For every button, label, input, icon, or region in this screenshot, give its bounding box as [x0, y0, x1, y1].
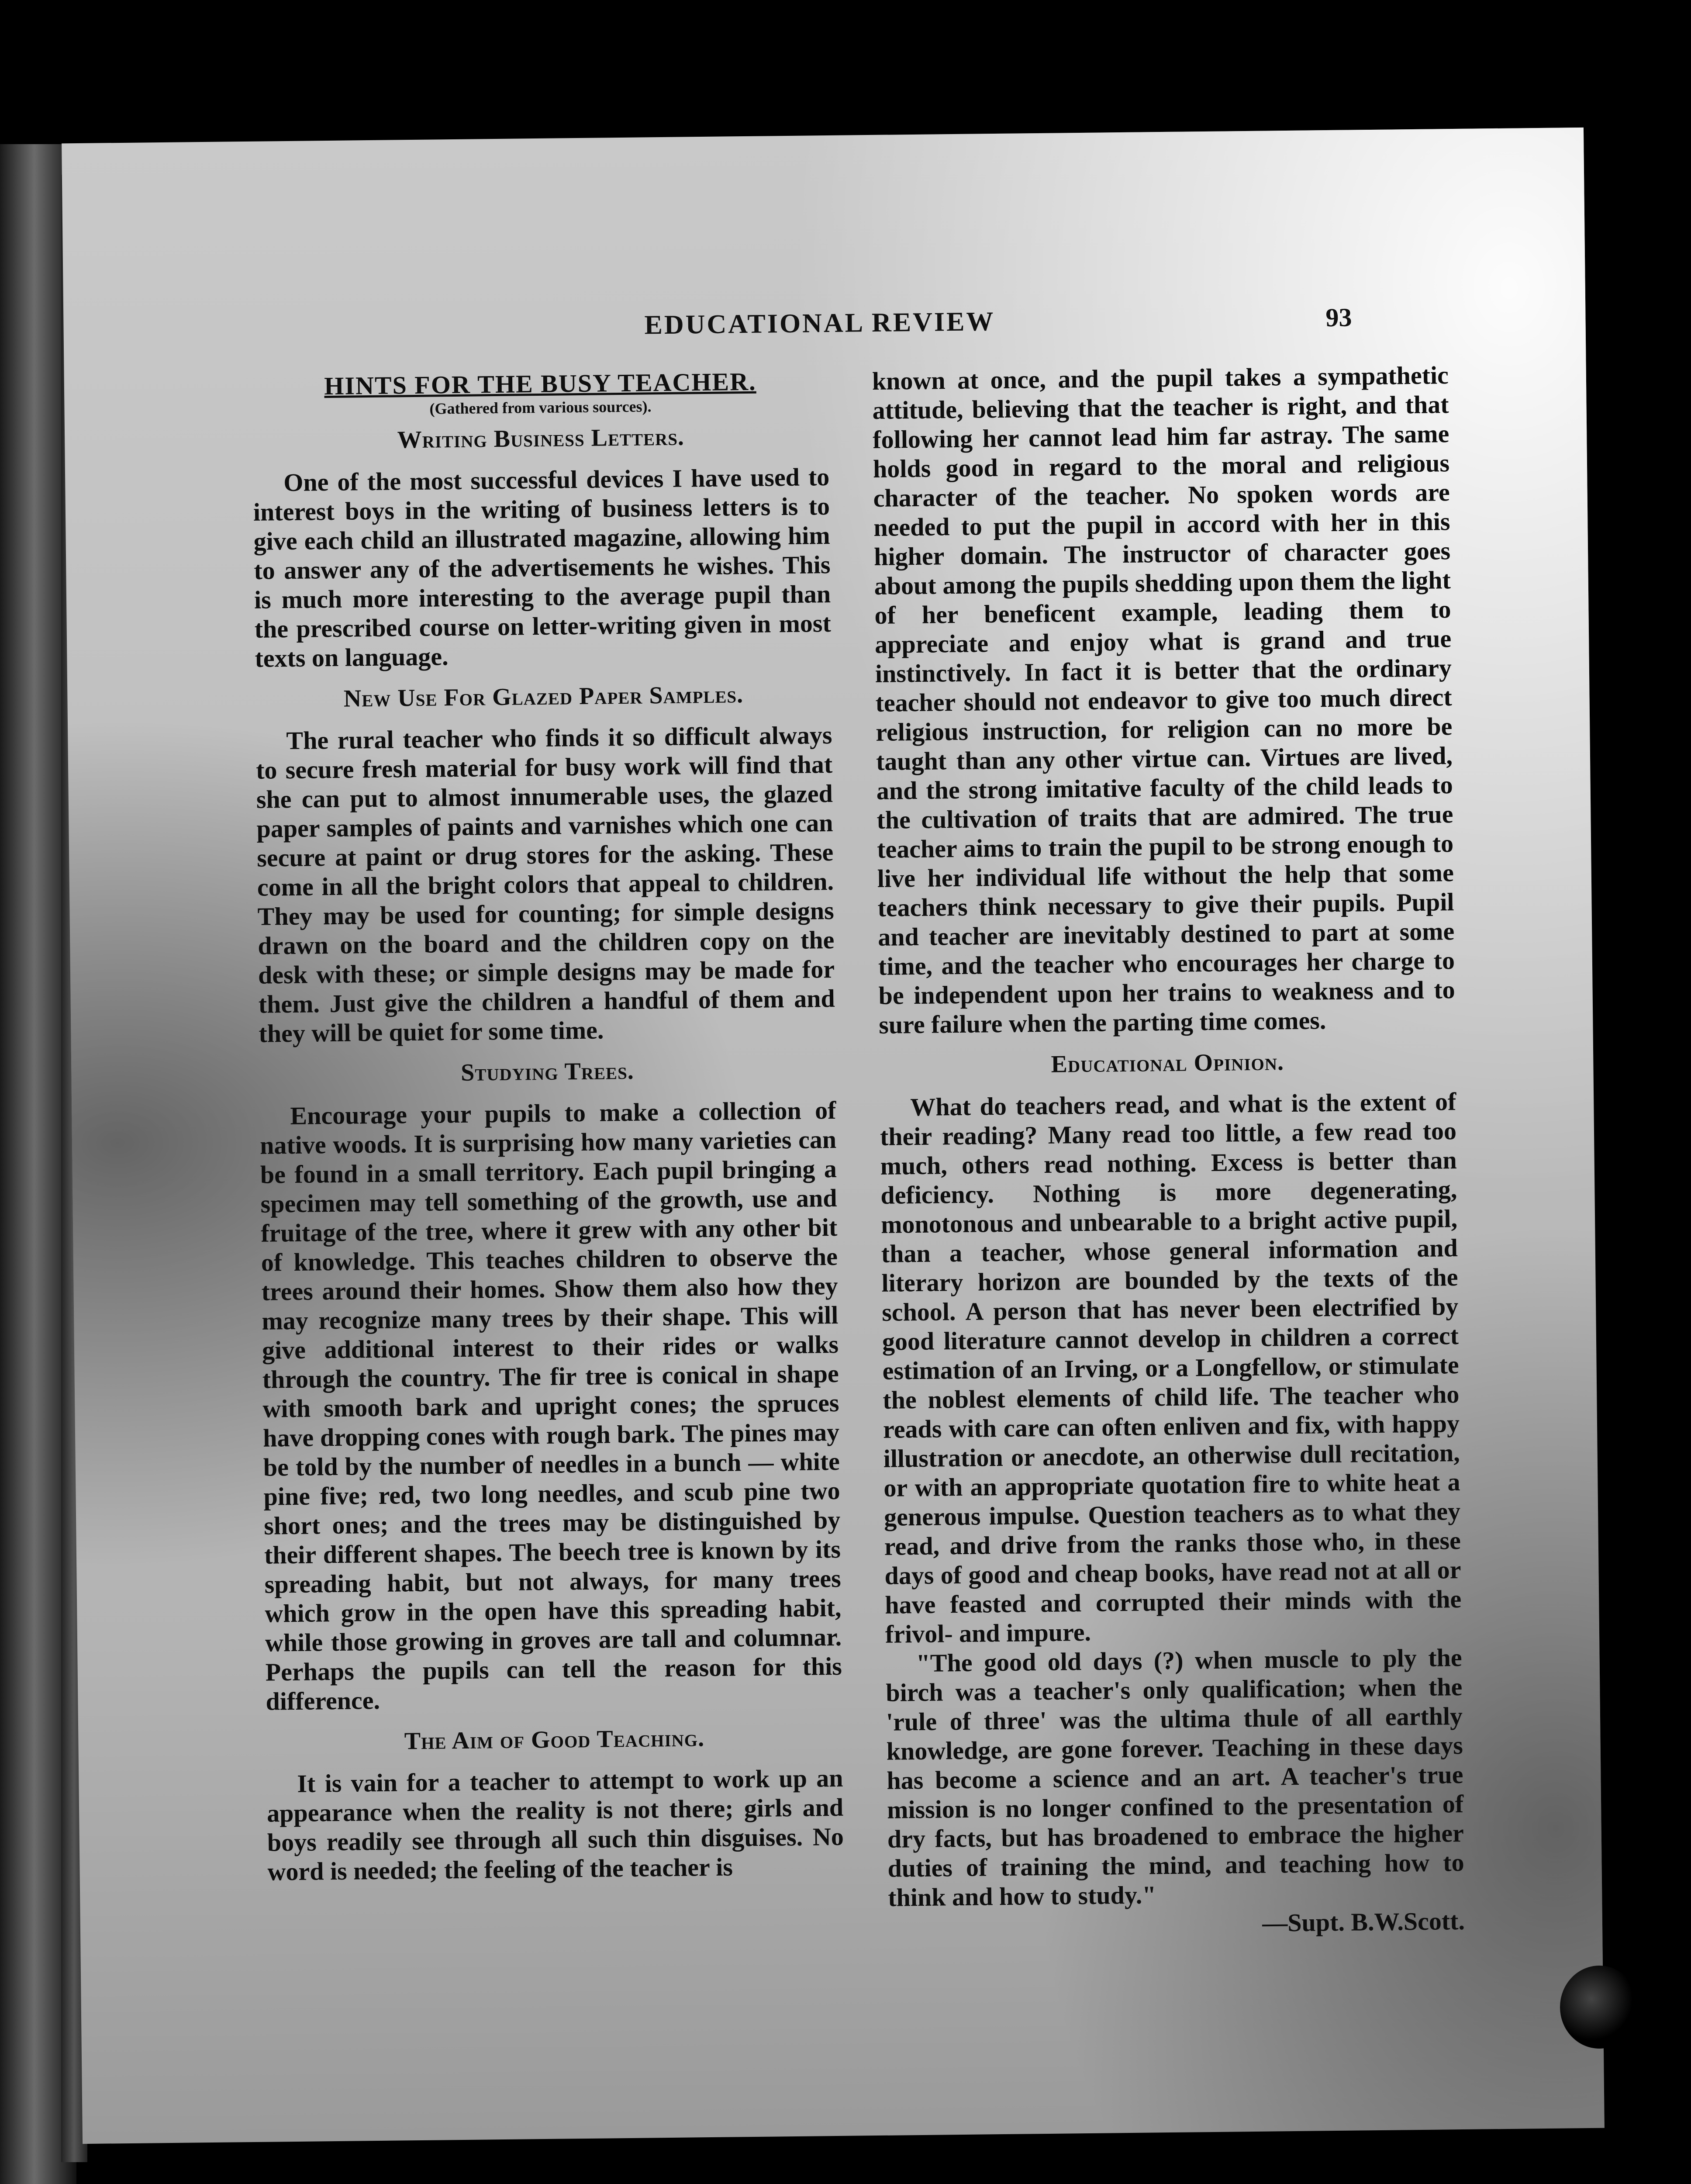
paragraph-trees: Encourage your pupils to make a collection of native woods. It is surprising how many varieties can be found in a small territory. Each pupil bringing a specimen may tell something of the growth, use and fruitage of the tree, where it grew with any other bit of knowledge. This teaches children to observe the trees around their homes. Show them also how they may recognize many trees by their shape. This will give additional interest to their rides or walks through the country. The fir tree is conical in shape with smooth bark and upright cones; the spruces have dropping cones with rough bark. The pines may be told by the number of needles in a bunch — white pine five; red, two long needles, and scub pine two short ones; and the trees may be distinguished by their different shapes. The beech tree is known by its spreading habit, but not always, for many trees which grow in the open have this spreading habit, while those growing in groves are tall and columnar. Perhaps the pupils can tell the reason for this difference.: [259, 1095, 842, 1716]
paragraph-writing: One of the most successful devices I have used to interest boys in the writing of business letters is to give each child an illustrated magazine, allowing him to answer any of the advertisements he wishes. This is much more interesting to the average pupil than the prescribed course on letter-writing given in most texts on language.: [253, 463, 832, 673]
document-page: [62, 128, 1605, 2144]
running-head: EDUCATIONAL REVIEW: [644, 307, 995, 340]
page-corner-shadow: [1560, 1966, 1639, 2049]
paragraph-glazed: The rural teacher who finds it so difficult always to secure fresh material for busy work will find that she can put to almost innumerable uses, the glazed paper samples of paints and varnishes which one can secure at paint or drug stores for the asking. These come in all the bright colors that appeal to children. They may be used for counting; for simple designs drawn on the board and the children copy on the desk with these; or simple designs may be made for them. Just give the children a handful of them and they will be quiet for some time.: [255, 720, 835, 1048]
paragraph-aim-start: It is vain for a teacher to attempt to work up an appearance when the reality is not there; girls and boys readily see through all such thin disguises. No word is needed; the feeling of the teacher is: [266, 1763, 844, 1886]
article-subtitle: (Gathered from various sources).: [429, 397, 652, 418]
quote-attribution: —Supt. B.W.Scott.: [1262, 1906, 1465, 1937]
article-title: HINTS FOR THE BUSY TEACHER.: [324, 367, 756, 401]
section-heading-glazed: New Use For Glazed Paper Samples.: [343, 681, 744, 712]
section-heading-aim: The Aim of Good Teaching.: [404, 1724, 705, 1755]
right-column: [872, 360, 1465, 1942]
paragraph-aim-continued: known at once, and the pupil takes a sympathetic attitude, believing that the teacher is right, and that following her cannot lead him far astray. The same holds good in regard to the moral and religious character of the teacher. No spoken words are needed to put the pupil in accord with her in this higher domain. The instructor of character goes about among the pupils shedding upon them the light of her beneficent example, leading them to appreciate and enjoy what is grand and true instinctively. In fact it is better that the ordinary teacher should not endeavor to give too much direct religious instruction, for religion can no more be taught than any other virtue can. Virtues are lived, and the strong imitative faculty of the child leads to the cultivation of traits that are admired. The true teacher aims to train the pupil to be strong enough to live her individual life without the help that some teachers think necessary to give their pupils. Pupil and teacher are inevitably destined to part at some time, and the teacher who encourages her charge to be independent upon her trains to weakness and to sure failure when the parting time comes.: [872, 361, 1455, 1039]
left-column: [252, 367, 844, 1887]
section-heading-opinion: Educational Opinion.: [1051, 1048, 1284, 1078]
section-heading-trees: Studying Trees.: [460, 1057, 635, 1086]
section-heading-writing: Writing Business Letters.: [397, 423, 685, 454]
page-number: 93: [1325, 303, 1352, 332]
paragraph-opinion: What do teachers read, and what is the extent of their reading? Many read too little, a few read too much, others read nothing. Excess is better than deficiency. Nothing is more degenerating, monotonous and unbearable to a bright active pupil, than a teacher, whose general information and literary horizon are bounded by the texts of the school. A person that has never been electrified by good literature cannot develop in children a correct estimation of an Irving, or a Longfellow, or stimulate the noblest elements of child life. The teacher who reads with care can often enliven and fix, with happy illustration or anecdote, an otherwise dull recitation, or with an appropriate quotation fire to white heat a generous impulse. Question teachers as to what they read, and drive from the ranks those who, in these days of good and cheap books, have read not at all or have feasted and corrupted their minds with the frivol- and impure.: [880, 1087, 1462, 1648]
paragraph-quote: "The good old days (?) when muscle to ply the birch was a teacher's only qualification; when the 'rule of three' was the ultima thule of all earthly knowledge, are gone forever. Teaching in these days has become a science and an art. A teacher's true mission is no longer confined to the presentation of dry facts, but has broadened to embrace the higher duties of training the mind, and teaching how to think and how to study.": [886, 1643, 1464, 1912]
page-header: [63, 300, 1586, 364]
